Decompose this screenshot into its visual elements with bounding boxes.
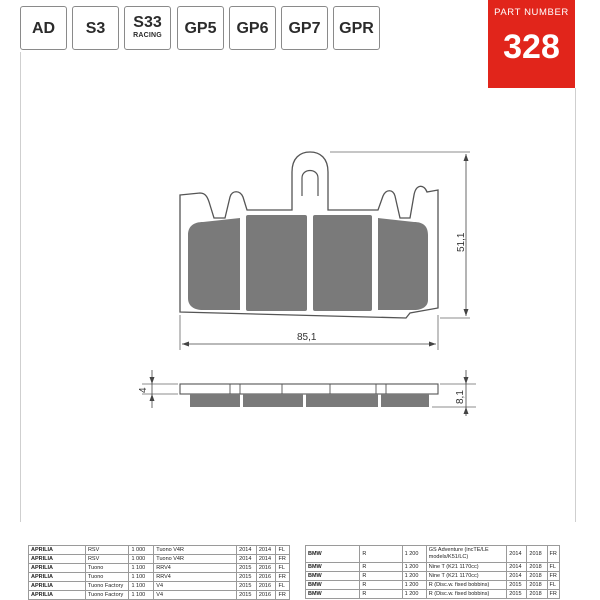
year-from-cell: 2015 bbox=[237, 573, 257, 582]
compound-code: GPR bbox=[339, 20, 374, 37]
position-cell: FL bbox=[276, 582, 290, 591]
make-cell: BMW bbox=[306, 563, 360, 572]
year-from-cell: 2014 bbox=[237, 555, 257, 564]
thickness-total-arrow-bottom bbox=[464, 407, 469, 414]
year-to-cell: 2016 bbox=[256, 582, 276, 591]
year-from-cell: 2015 bbox=[507, 590, 527, 599]
thickness-pad-label: 4 bbox=[138, 387, 149, 393]
model-cell: Tuono Factory bbox=[85, 591, 129, 600]
position-cell: FL bbox=[547, 581, 559, 590]
height-dimension-label: 51,1 bbox=[456, 232, 467, 252]
table-row bbox=[306, 590, 560, 599]
cc-cell: 1 000 bbox=[129, 546, 154, 555]
position-cell: FL bbox=[547, 563, 559, 572]
model-cell: R bbox=[360, 572, 402, 581]
thickness-pad-arrow-bottom bbox=[150, 394, 155, 401]
application-table-right bbox=[305, 545, 560, 599]
width-arrow-right bbox=[429, 342, 436, 347]
year-from-cell: 2015 bbox=[507, 581, 527, 590]
position-cell: FR bbox=[547, 546, 559, 563]
version-cell: V4 bbox=[154, 591, 237, 600]
compound-code: S33 bbox=[133, 14, 162, 31]
make-cell: BMW bbox=[306, 581, 360, 590]
cc-cell: 1 100 bbox=[129, 564, 154, 573]
table-row bbox=[29, 546, 290, 555]
cc-cell: 1 100 bbox=[129, 582, 154, 591]
height-arrow-top bbox=[464, 154, 469, 161]
compound-code: S3 bbox=[85, 20, 106, 37]
year-to-cell: 2016 bbox=[256, 591, 276, 600]
version-cell: Tuono V4R bbox=[154, 555, 237, 564]
model-cell: R bbox=[360, 546, 402, 563]
application-table-left bbox=[28, 545, 290, 600]
year-to-cell: 2018 bbox=[527, 581, 547, 590]
cc-cell: 1 200 bbox=[402, 581, 426, 590]
mounting-hole-outline bbox=[302, 171, 318, 197]
model-cell: Tuono Factory bbox=[85, 582, 129, 591]
model-cell: RSV bbox=[85, 555, 129, 564]
make-cell: APRILIA bbox=[29, 582, 86, 591]
table-row bbox=[306, 581, 560, 590]
cc-cell: 1 100 bbox=[129, 591, 154, 600]
version-cell: Nine T (K21 1170cc) bbox=[426, 563, 507, 572]
year-from-cell: 2014 bbox=[507, 563, 527, 572]
year-from-cell: 2014 bbox=[237, 546, 257, 555]
position-cell: FL bbox=[276, 546, 290, 555]
make-cell: BMW bbox=[306, 572, 360, 581]
model-cell: R bbox=[360, 581, 402, 590]
year-from-cell: 2014 bbox=[507, 546, 527, 563]
cc-cell: 1 200 bbox=[402, 572, 426, 581]
model-cell: Tuono bbox=[85, 573, 129, 582]
table-row bbox=[29, 573, 290, 582]
model-cell: R bbox=[360, 590, 402, 599]
table-row bbox=[306, 546, 560, 563]
cc-cell: 1 200 bbox=[402, 563, 426, 572]
compound-code: GP5 bbox=[184, 20, 217, 37]
version-cell: R (Disc.w. fixed bobbins) bbox=[426, 590, 507, 599]
table-row bbox=[29, 564, 290, 573]
model-cell: Tuono bbox=[85, 564, 129, 573]
version-cell: Tuono V4R bbox=[154, 546, 237, 555]
make-cell: BMW bbox=[306, 546, 360, 563]
year-to-cell: 2018 bbox=[527, 563, 547, 572]
make-cell: APRILIA bbox=[29, 573, 86, 582]
version-cell: RRV4 bbox=[154, 573, 237, 582]
cc-cell: 1 200 bbox=[402, 546, 426, 563]
side-friction-2 bbox=[243, 394, 303, 407]
position-cell: FR bbox=[276, 573, 290, 582]
model-cell: R bbox=[360, 563, 402, 572]
part-number-label: PART NUMBER bbox=[494, 7, 569, 18]
friction-block-2 bbox=[246, 215, 307, 311]
friction-block-1 bbox=[188, 218, 240, 310]
table-row bbox=[306, 572, 560, 581]
friction-block-3 bbox=[313, 215, 372, 311]
year-from-cell: 2014 bbox=[507, 572, 527, 581]
year-from-cell: 2015 bbox=[237, 582, 257, 591]
year-to-cell: 2018 bbox=[527, 546, 547, 563]
table-row bbox=[29, 582, 290, 591]
thickness-total-label: 8,1 bbox=[455, 390, 466, 404]
cc-cell: 1 100 bbox=[129, 573, 154, 582]
year-to-cell: 2018 bbox=[527, 590, 547, 599]
side-friction-4 bbox=[381, 394, 429, 407]
side-friction-1 bbox=[190, 394, 240, 407]
make-cell: BMW bbox=[306, 590, 360, 599]
make-cell: APRILIA bbox=[29, 546, 86, 555]
version-cell: R (Disc.w. fixed bobbins) bbox=[426, 581, 507, 590]
version-cell: GS Adventure (incTE/LE models/K51/LC) bbox=[426, 546, 507, 563]
year-to-cell: 2018 bbox=[527, 572, 547, 581]
cc-cell: 1 200 bbox=[402, 590, 426, 599]
width-arrow-left bbox=[182, 342, 189, 347]
side-backplate bbox=[180, 384, 438, 394]
model-cell: RSV bbox=[85, 546, 129, 555]
side-friction-3 bbox=[306, 394, 378, 407]
thickness-pad-arrow-top bbox=[150, 377, 155, 384]
friction-block-4 bbox=[378, 218, 428, 310]
compound-code: GP6 bbox=[236, 20, 269, 37]
table-row bbox=[29, 591, 290, 600]
table-row bbox=[306, 563, 560, 572]
version-cell: RRV4 bbox=[154, 564, 237, 573]
position-cell: FR bbox=[547, 572, 559, 581]
year-to-cell: 2014 bbox=[256, 555, 276, 564]
make-cell: APRILIA bbox=[29, 591, 86, 600]
position-cell: FR bbox=[276, 591, 290, 600]
version-cell: Nine T (K21 1170cc) bbox=[426, 572, 507, 581]
width-dimension-label: 85,1 bbox=[297, 332, 317, 343]
compound-code: GP7 bbox=[288, 20, 321, 37]
cc-cell: 1 000 bbox=[129, 555, 154, 564]
year-to-cell: 2014 bbox=[256, 546, 276, 555]
compound-sub: RACING bbox=[133, 32, 162, 39]
year-to-cell: 2016 bbox=[256, 564, 276, 573]
table-row bbox=[29, 555, 290, 564]
position-cell: FL bbox=[276, 564, 290, 573]
height-arrow-bottom bbox=[464, 309, 469, 316]
year-to-cell: 2016 bbox=[256, 573, 276, 582]
year-from-cell: 2015 bbox=[237, 564, 257, 573]
position-cell: FR bbox=[276, 555, 290, 564]
make-cell: APRILIA bbox=[29, 564, 86, 573]
version-cell: V4 bbox=[154, 582, 237, 591]
thickness-total-arrow-top bbox=[464, 377, 469, 384]
make-cell: APRILIA bbox=[29, 555, 86, 564]
compound-code: AD bbox=[31, 20, 56, 37]
year-from-cell: 2015 bbox=[237, 591, 257, 600]
part-number-value: 328 bbox=[503, 28, 560, 66]
position-cell: FR bbox=[547, 590, 559, 599]
